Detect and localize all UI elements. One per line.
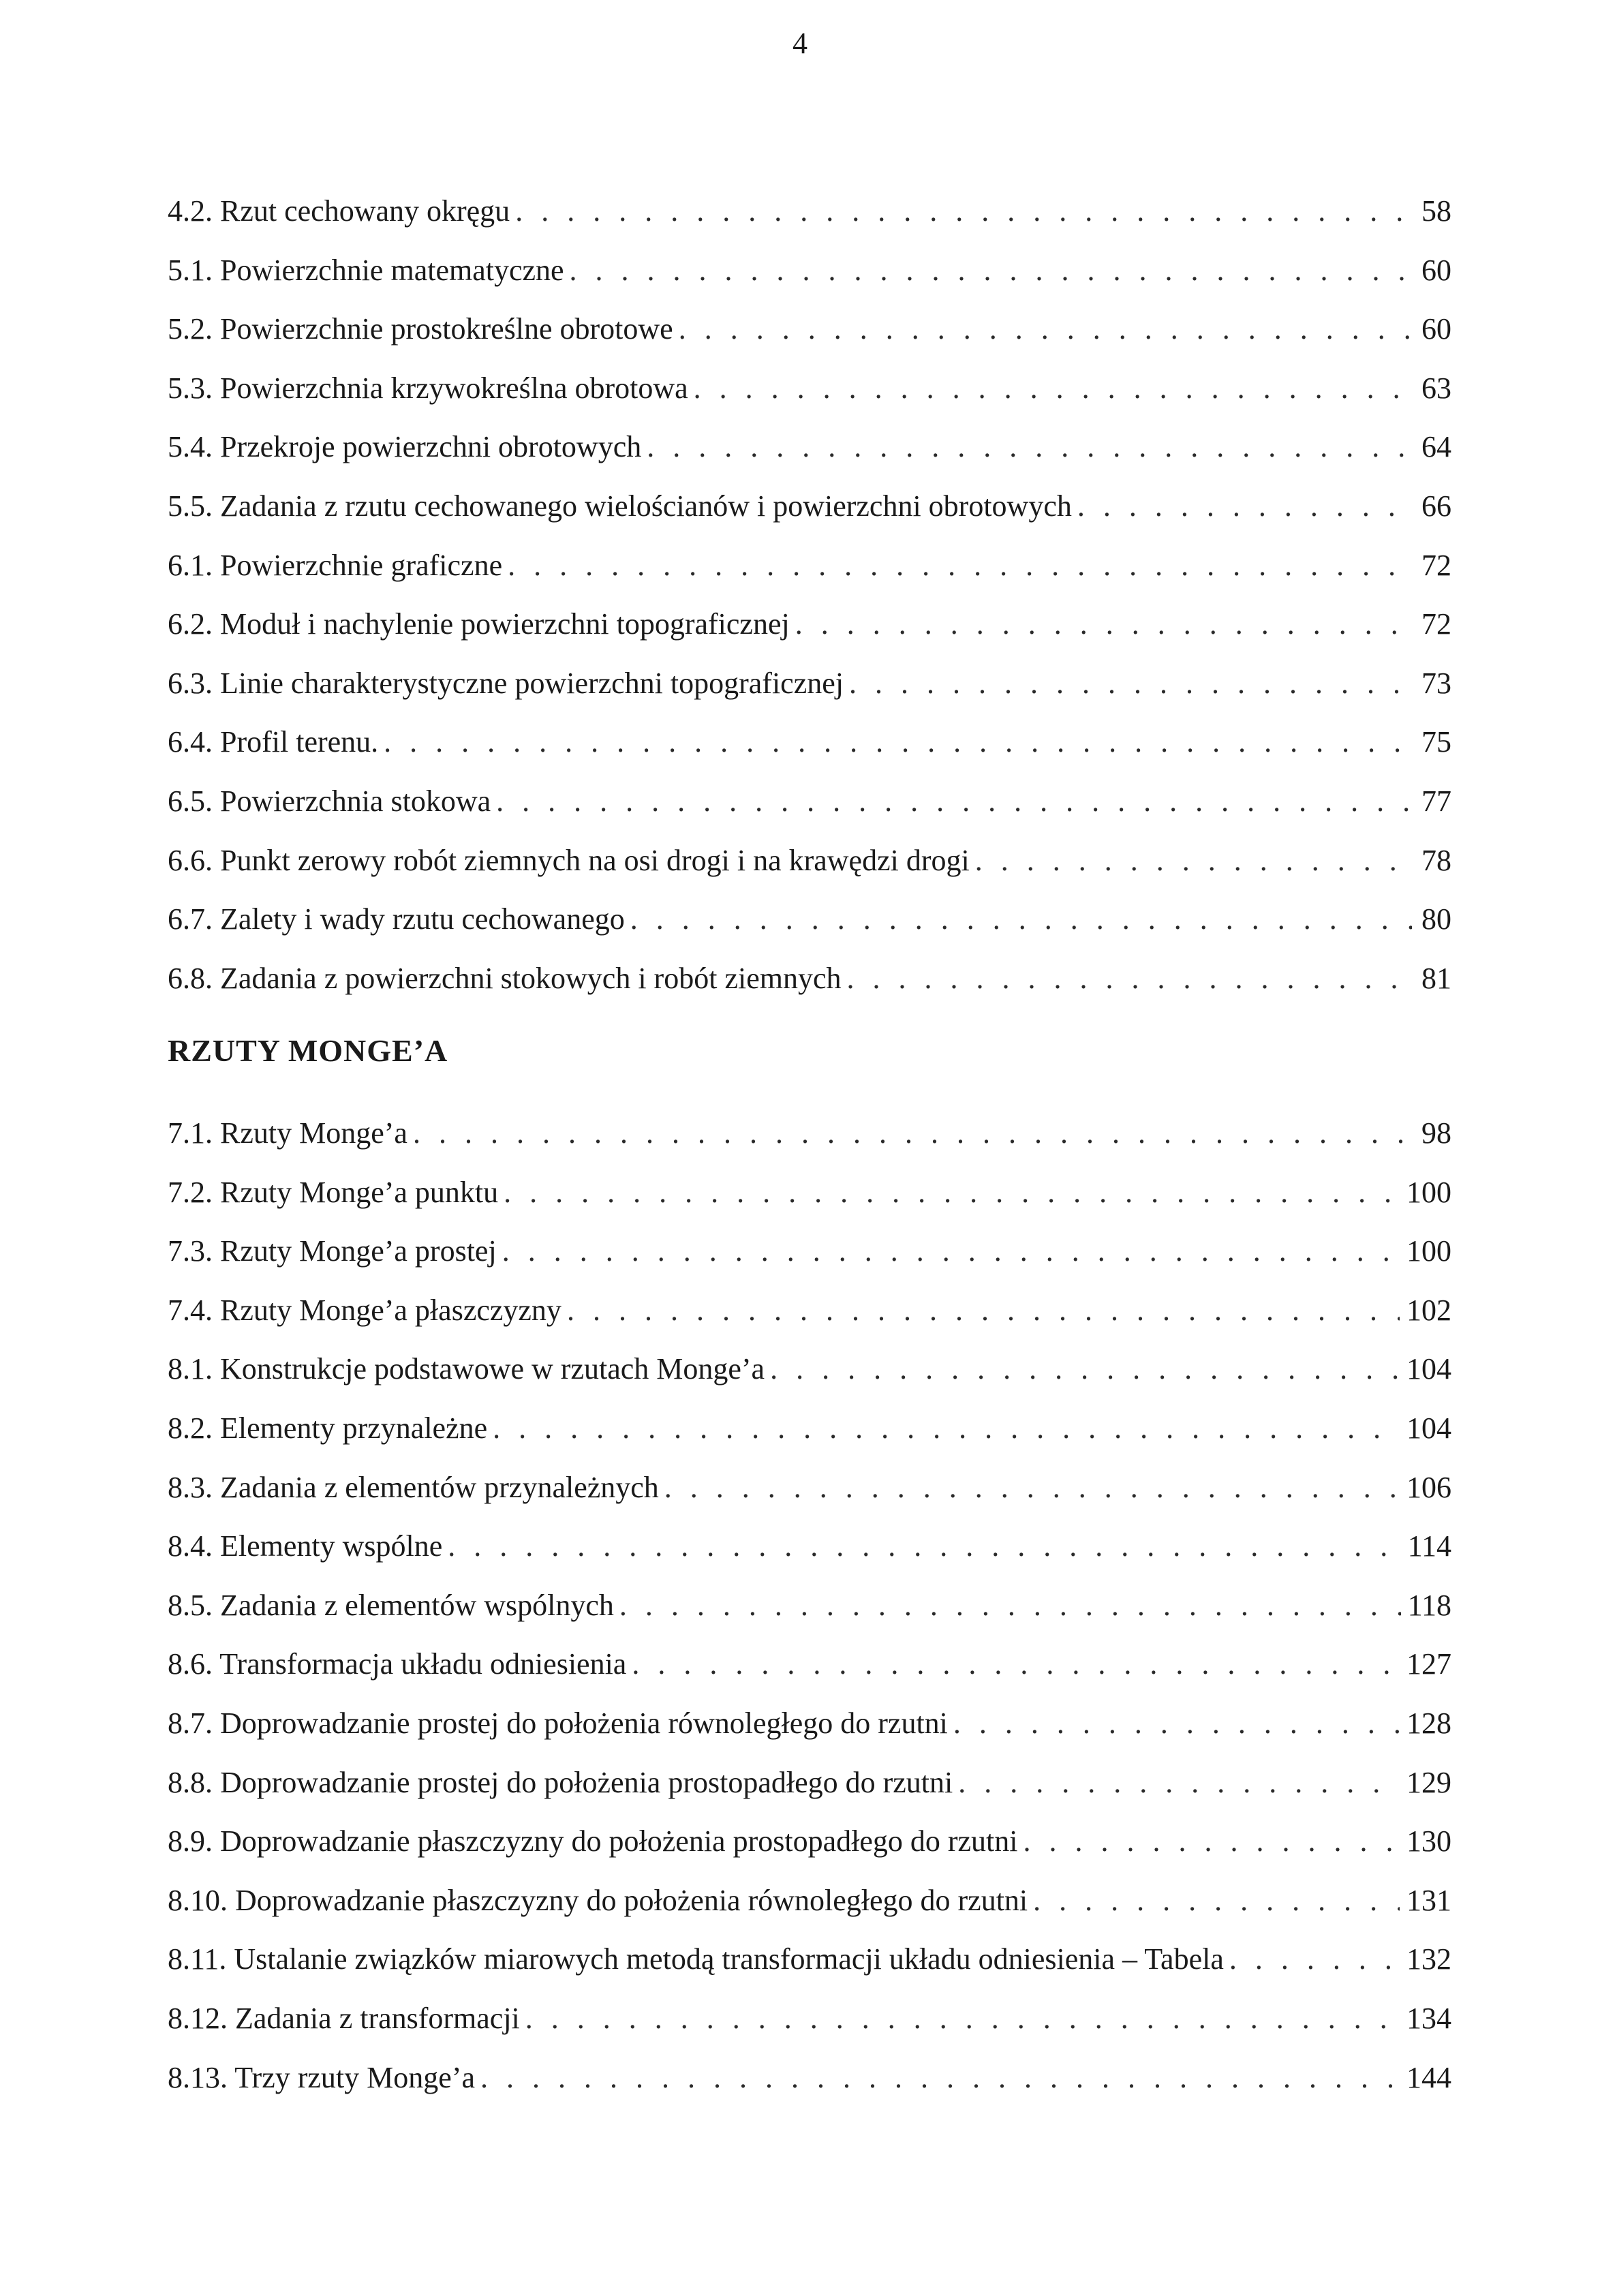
toc-entry-number: 8.7. bbox=[168, 1706, 213, 1740]
dot-leader bbox=[448, 1529, 1400, 1563]
toc-entry-page: 134 bbox=[1406, 2001, 1451, 2035]
dot-leader bbox=[630, 902, 1412, 936]
toc-entry-text: Zadania z transformacji bbox=[235, 2001, 520, 2035]
toc-entry-title bbox=[168, 1942, 1224, 1976]
toc-entry-title bbox=[168, 253, 564, 288]
toc-entry-page: 64 bbox=[1421, 430, 1451, 464]
toc-entry-page: 104 bbox=[1406, 1411, 1451, 1445]
toc-entry-number: 8.2. bbox=[168, 1411, 213, 1445]
toc-entry-number: 5.4. bbox=[168, 430, 213, 464]
dot-leader bbox=[958, 1765, 1400, 1800]
toc-entry bbox=[168, 607, 1451, 666]
dot-leader bbox=[1024, 1824, 1400, 1858]
toc-entry-title bbox=[168, 784, 491, 818]
toc-entry-title bbox=[168, 194, 510, 228]
toc-entry bbox=[168, 1411, 1451, 1470]
toc-entry-title bbox=[168, 1411, 487, 1445]
toc-entry bbox=[168, 548, 1451, 607]
toc-entry-number: 6.8. bbox=[168, 961, 213, 995]
toc-entry-title bbox=[168, 1824, 1018, 1858]
toc-entry bbox=[168, 1588, 1451, 1647]
toc-entry bbox=[168, 1470, 1451, 1529]
toc-entry-number: 6.1. bbox=[168, 548, 213, 582]
toc-entry-page: 128 bbox=[1406, 1706, 1451, 1740]
toc-entry-title bbox=[168, 371, 688, 405]
toc-entry-text: Ustalanie związków miarowych metodą transformacji układu odniesienia – Tabela bbox=[234, 1942, 1224, 1976]
toc-entry-title bbox=[168, 961, 841, 996]
page-number: 4 bbox=[793, 27, 807, 60]
dot-leader bbox=[493, 1411, 1400, 1445]
toc-entry-text: Punkt zerowy robót ziemnych na osi drogi i na krawędzi drogi bbox=[220, 843, 970, 877]
toc-entry-page: 77 bbox=[1421, 784, 1451, 818]
dot-leader bbox=[953, 1706, 1400, 1741]
toc-entry-number: 7.3. bbox=[168, 1234, 213, 1268]
toc-entry-title bbox=[168, 548, 502, 583]
toc-entry-text: Rzuty Monge’a płaszczyzny bbox=[220, 1293, 561, 1327]
toc-entry-text: Zadania z elementów przynależnych bbox=[220, 1470, 659, 1504]
toc-entry-page: 60 bbox=[1421, 253, 1451, 287]
toc-entry-text: Doprowadzanie płaszczyzny do położenia prostopadłego do rzutni bbox=[220, 1824, 1018, 1858]
dot-leader bbox=[647, 429, 1412, 464]
toc-entry-page: 130 bbox=[1406, 1824, 1451, 1858]
toc-entry-text: Powierzchnia stokowa bbox=[220, 784, 491, 818]
toc-entry-number: 7.1. bbox=[168, 1116, 213, 1150]
toc-entry-number: 5.5. bbox=[168, 489, 213, 523]
toc-entry-text: Zadania z elementów wspólnych bbox=[220, 1588, 614, 1622]
toc-entry bbox=[168, 1234, 1451, 1293]
toc-entry-text: Rzuty Monge’a bbox=[220, 1116, 407, 1150]
toc-entry bbox=[168, 253, 1451, 312]
toc-entry bbox=[168, 1824, 1451, 1883]
toc-entry-title bbox=[168, 902, 625, 936]
toc-entry-page: 114 bbox=[1407, 1529, 1451, 1563]
toc-entry bbox=[168, 489, 1451, 548]
toc-entry-page: 73 bbox=[1421, 666, 1451, 700]
toc-entry bbox=[168, 371, 1451, 430]
dot-leader bbox=[1229, 1942, 1400, 1976]
toc-entry-number: 8.10. bbox=[168, 1883, 228, 1917]
toc-entry bbox=[168, 2001, 1451, 2060]
toc-entry-title bbox=[168, 1883, 1028, 1918]
toc-entry-page: 106 bbox=[1406, 1470, 1451, 1504]
toc-entry bbox=[168, 784, 1451, 843]
dot-leader bbox=[846, 961, 1412, 996]
toc-entry-page: 98 bbox=[1421, 1116, 1451, 1150]
toc-entry-title bbox=[168, 2001, 520, 2036]
toc-entry-text: Powierzchnia krzywokreślna obrotowa bbox=[220, 371, 688, 405]
dot-leader bbox=[384, 724, 1412, 759]
toc-entry-number: 5.3. bbox=[168, 371, 213, 405]
toc-entry-text: Zadania z rzutu cechowanego wielościanów i powierzchni obrotowych bbox=[220, 489, 1072, 523]
toc-entry-page: 72 bbox=[1421, 607, 1451, 641]
toc-entry-title bbox=[168, 666, 844, 701]
dot-leader bbox=[795, 607, 1412, 641]
toc-entry bbox=[168, 1529, 1451, 1588]
dot-leader bbox=[502, 1234, 1400, 1268]
toc-entry-text: Elementy przynależne bbox=[220, 1411, 488, 1445]
toc-entry-text: Zadania z powierzchni stokowych i robót ziemnych bbox=[220, 961, 842, 995]
dot-leader bbox=[508, 548, 1412, 583]
toc-entry-text: Rzut cechowany okręgu bbox=[220, 194, 510, 228]
dot-leader bbox=[770, 1351, 1400, 1386]
dot-leader bbox=[849, 666, 1412, 701]
toc-entry-page: 127 bbox=[1406, 1647, 1451, 1681]
toc-entry-title bbox=[168, 1234, 497, 1268]
toc-entry-page: 60 bbox=[1421, 312, 1451, 346]
table-of-contents-part-1 bbox=[168, 194, 1451, 1020]
toc-entry-text: Profil terenu. bbox=[220, 725, 379, 759]
toc-entry bbox=[168, 1351, 1451, 1411]
toc-entry-page: 144 bbox=[1406, 2060, 1451, 2094]
toc-entry-title bbox=[168, 2060, 475, 2095]
toc-entry-page: 129 bbox=[1406, 1765, 1451, 1799]
toc-entry-page: 131 bbox=[1406, 1883, 1451, 1917]
toc-entry bbox=[168, 311, 1451, 371]
toc-entry-text: Linie charakterystyczne powierzchni topograficznej bbox=[220, 666, 844, 700]
dot-leader bbox=[664, 1470, 1400, 1505]
dot-leader bbox=[567, 1293, 1400, 1328]
toc-entry-number: 6.4. bbox=[168, 725, 213, 759]
toc-entry-page: 66 bbox=[1421, 489, 1451, 523]
toc-entry-page: 72 bbox=[1421, 548, 1451, 582]
toc-entry-number: 8.4. bbox=[168, 1529, 213, 1563]
toc-entry-text: Powierzchnie prostokreślne obrotowe bbox=[220, 312, 673, 346]
toc-entry-number: 8.9. bbox=[168, 1824, 213, 1858]
dot-leader bbox=[1033, 1883, 1400, 1918]
toc-entry-title bbox=[168, 724, 378, 759]
toc-entry-text: Transformacja układu odniesienia bbox=[219, 1647, 627, 1681]
toc-entry-number: 6.7. bbox=[168, 902, 213, 936]
toc-entry bbox=[168, 194, 1451, 253]
toc-entry-title bbox=[168, 1470, 659, 1505]
toc-entry-number: 8.5. bbox=[168, 1588, 213, 1622]
table-of-contents-part-2 bbox=[168, 1116, 1451, 2119]
section-heading: RZUTY MONGE’A bbox=[168, 1033, 448, 1068]
toc-entry-number: 4.2. bbox=[168, 194, 213, 228]
toc-entry-text: Doprowadzanie płaszczyzny do położenia równoległego do rzutni bbox=[235, 1883, 1028, 1917]
toc-entry-title bbox=[168, 843, 970, 878]
toc-entry-number: 6.5. bbox=[168, 784, 213, 818]
toc-entry bbox=[168, 902, 1451, 961]
toc-entry-number: 6.3. bbox=[168, 666, 213, 700]
toc-entry-title bbox=[168, 607, 790, 641]
toc-entry bbox=[168, 1765, 1451, 1824]
toc-entry-text: Powierzchnie matematyczne bbox=[220, 253, 564, 287]
toc-entry-text: Powierzchnie graficzne bbox=[220, 548, 503, 582]
toc-entry-title bbox=[168, 1116, 407, 1150]
toc-entry bbox=[168, 843, 1451, 902]
toc-entry-number: 8.3. bbox=[168, 1470, 213, 1504]
toc-entry-page: 63 bbox=[1421, 371, 1451, 405]
toc-entry-text: Konstrukcje podstawowe w rzutach Monge’a bbox=[220, 1352, 765, 1386]
dot-leader bbox=[679, 311, 1412, 346]
toc-entry-text: Elementy wspólne bbox=[220, 1529, 443, 1563]
toc-entry-text: Zalety i wady rzutu cechowanego bbox=[220, 902, 625, 936]
toc-entry-page: 75 bbox=[1421, 725, 1451, 759]
toc-entry-title bbox=[168, 1351, 765, 1386]
toc-entry bbox=[168, 666, 1451, 725]
toc-entry-number: 6.6. bbox=[168, 843, 213, 877]
toc-entry-number: 5.1. bbox=[168, 253, 213, 287]
dot-leader bbox=[525, 2001, 1400, 2036]
toc-entry-page: 100 bbox=[1406, 1234, 1451, 1268]
toc-entry-title bbox=[168, 1765, 953, 1800]
toc-entry-text: Trzy rzuty Monge’a bbox=[234, 2060, 475, 2094]
dot-leader bbox=[570, 253, 1412, 288]
toc-entry-title bbox=[168, 429, 641, 464]
toc-entry-page: 132 bbox=[1406, 1942, 1451, 1976]
toc-entry-page: 80 bbox=[1421, 902, 1451, 936]
toc-entry-page: 78 bbox=[1421, 843, 1451, 877]
toc-entry-page: 118 bbox=[1407, 1588, 1451, 1622]
toc-entry-number: 8.13. bbox=[168, 2060, 228, 2094]
toc-entry-number: 6.2. bbox=[168, 607, 213, 641]
toc-entry-number: 8.6. bbox=[168, 1647, 213, 1681]
toc-entry bbox=[168, 961, 1451, 1020]
toc-entry-page: 104 bbox=[1406, 1352, 1451, 1386]
toc-entry bbox=[168, 1942, 1451, 2001]
toc-entry-number: 8.11. bbox=[168, 1942, 227, 1976]
toc-entry-text: Rzuty Monge’a punktu bbox=[220, 1175, 499, 1209]
toc-entry bbox=[168, 1883, 1451, 1942]
toc-entry-title bbox=[168, 1706, 948, 1741]
toc-entry-text: Doprowadzanie prostej do położenia prostopadłego do rzutni bbox=[220, 1765, 953, 1799]
toc-entry-number: 8.12. bbox=[168, 2001, 228, 2035]
dot-leader bbox=[480, 2060, 1400, 2095]
toc-entry-page: 102 bbox=[1406, 1293, 1451, 1327]
toc-entry bbox=[168, 1647, 1451, 1706]
toc-entry-text: Moduł i nachylenie powierzchni topograficznej bbox=[220, 607, 790, 641]
toc-entry bbox=[168, 429, 1451, 489]
toc-entry-title bbox=[168, 489, 1072, 523]
toc-entry-page: 58 bbox=[1421, 194, 1451, 228]
dot-leader bbox=[515, 194, 1412, 228]
toc-entry-text: Doprowadzanie prostej do położenia równoległego do rzutni bbox=[220, 1706, 948, 1740]
dot-leader bbox=[1077, 489, 1412, 523]
dot-leader bbox=[504, 1175, 1400, 1210]
toc-entry-page: 81 bbox=[1421, 961, 1451, 995]
toc-entry-title bbox=[168, 1175, 498, 1210]
toc-entry bbox=[168, 1293, 1451, 1352]
toc-entry bbox=[168, 1175, 1451, 1234]
toc-entry-title bbox=[168, 311, 673, 346]
dot-leader bbox=[413, 1116, 1412, 1150]
toc-entry-title bbox=[168, 1293, 561, 1328]
dot-leader bbox=[694, 371, 1412, 405]
dot-leader bbox=[496, 784, 1412, 818]
toc-entry-number: 8.8. bbox=[168, 1765, 213, 1799]
toc-entry-title bbox=[168, 1588, 614, 1623]
toc-entry-title bbox=[168, 1647, 626, 1681]
toc-entry-number: 8.1. bbox=[168, 1352, 213, 1386]
toc-entry-number: 5.2. bbox=[168, 312, 213, 346]
toc-entry-number: 7.4. bbox=[168, 1293, 213, 1327]
toc-entry bbox=[168, 724, 1451, 784]
toc-entry bbox=[168, 1706, 1451, 1765]
toc-entry bbox=[168, 2060, 1451, 2119]
toc-entry-text: Rzuty Monge’a prostej bbox=[220, 1234, 497, 1268]
dot-leader bbox=[975, 843, 1412, 878]
dot-leader bbox=[632, 1647, 1400, 1681]
toc-entry-number: 7.2. bbox=[168, 1175, 213, 1209]
dot-leader bbox=[619, 1588, 1401, 1623]
toc-entry-text: Przekroje powierzchni obrotowych bbox=[220, 430, 642, 464]
toc-entry-title bbox=[168, 1529, 442, 1563]
toc-entry-page: 100 bbox=[1406, 1175, 1451, 1209]
toc-entry bbox=[168, 1116, 1451, 1175]
